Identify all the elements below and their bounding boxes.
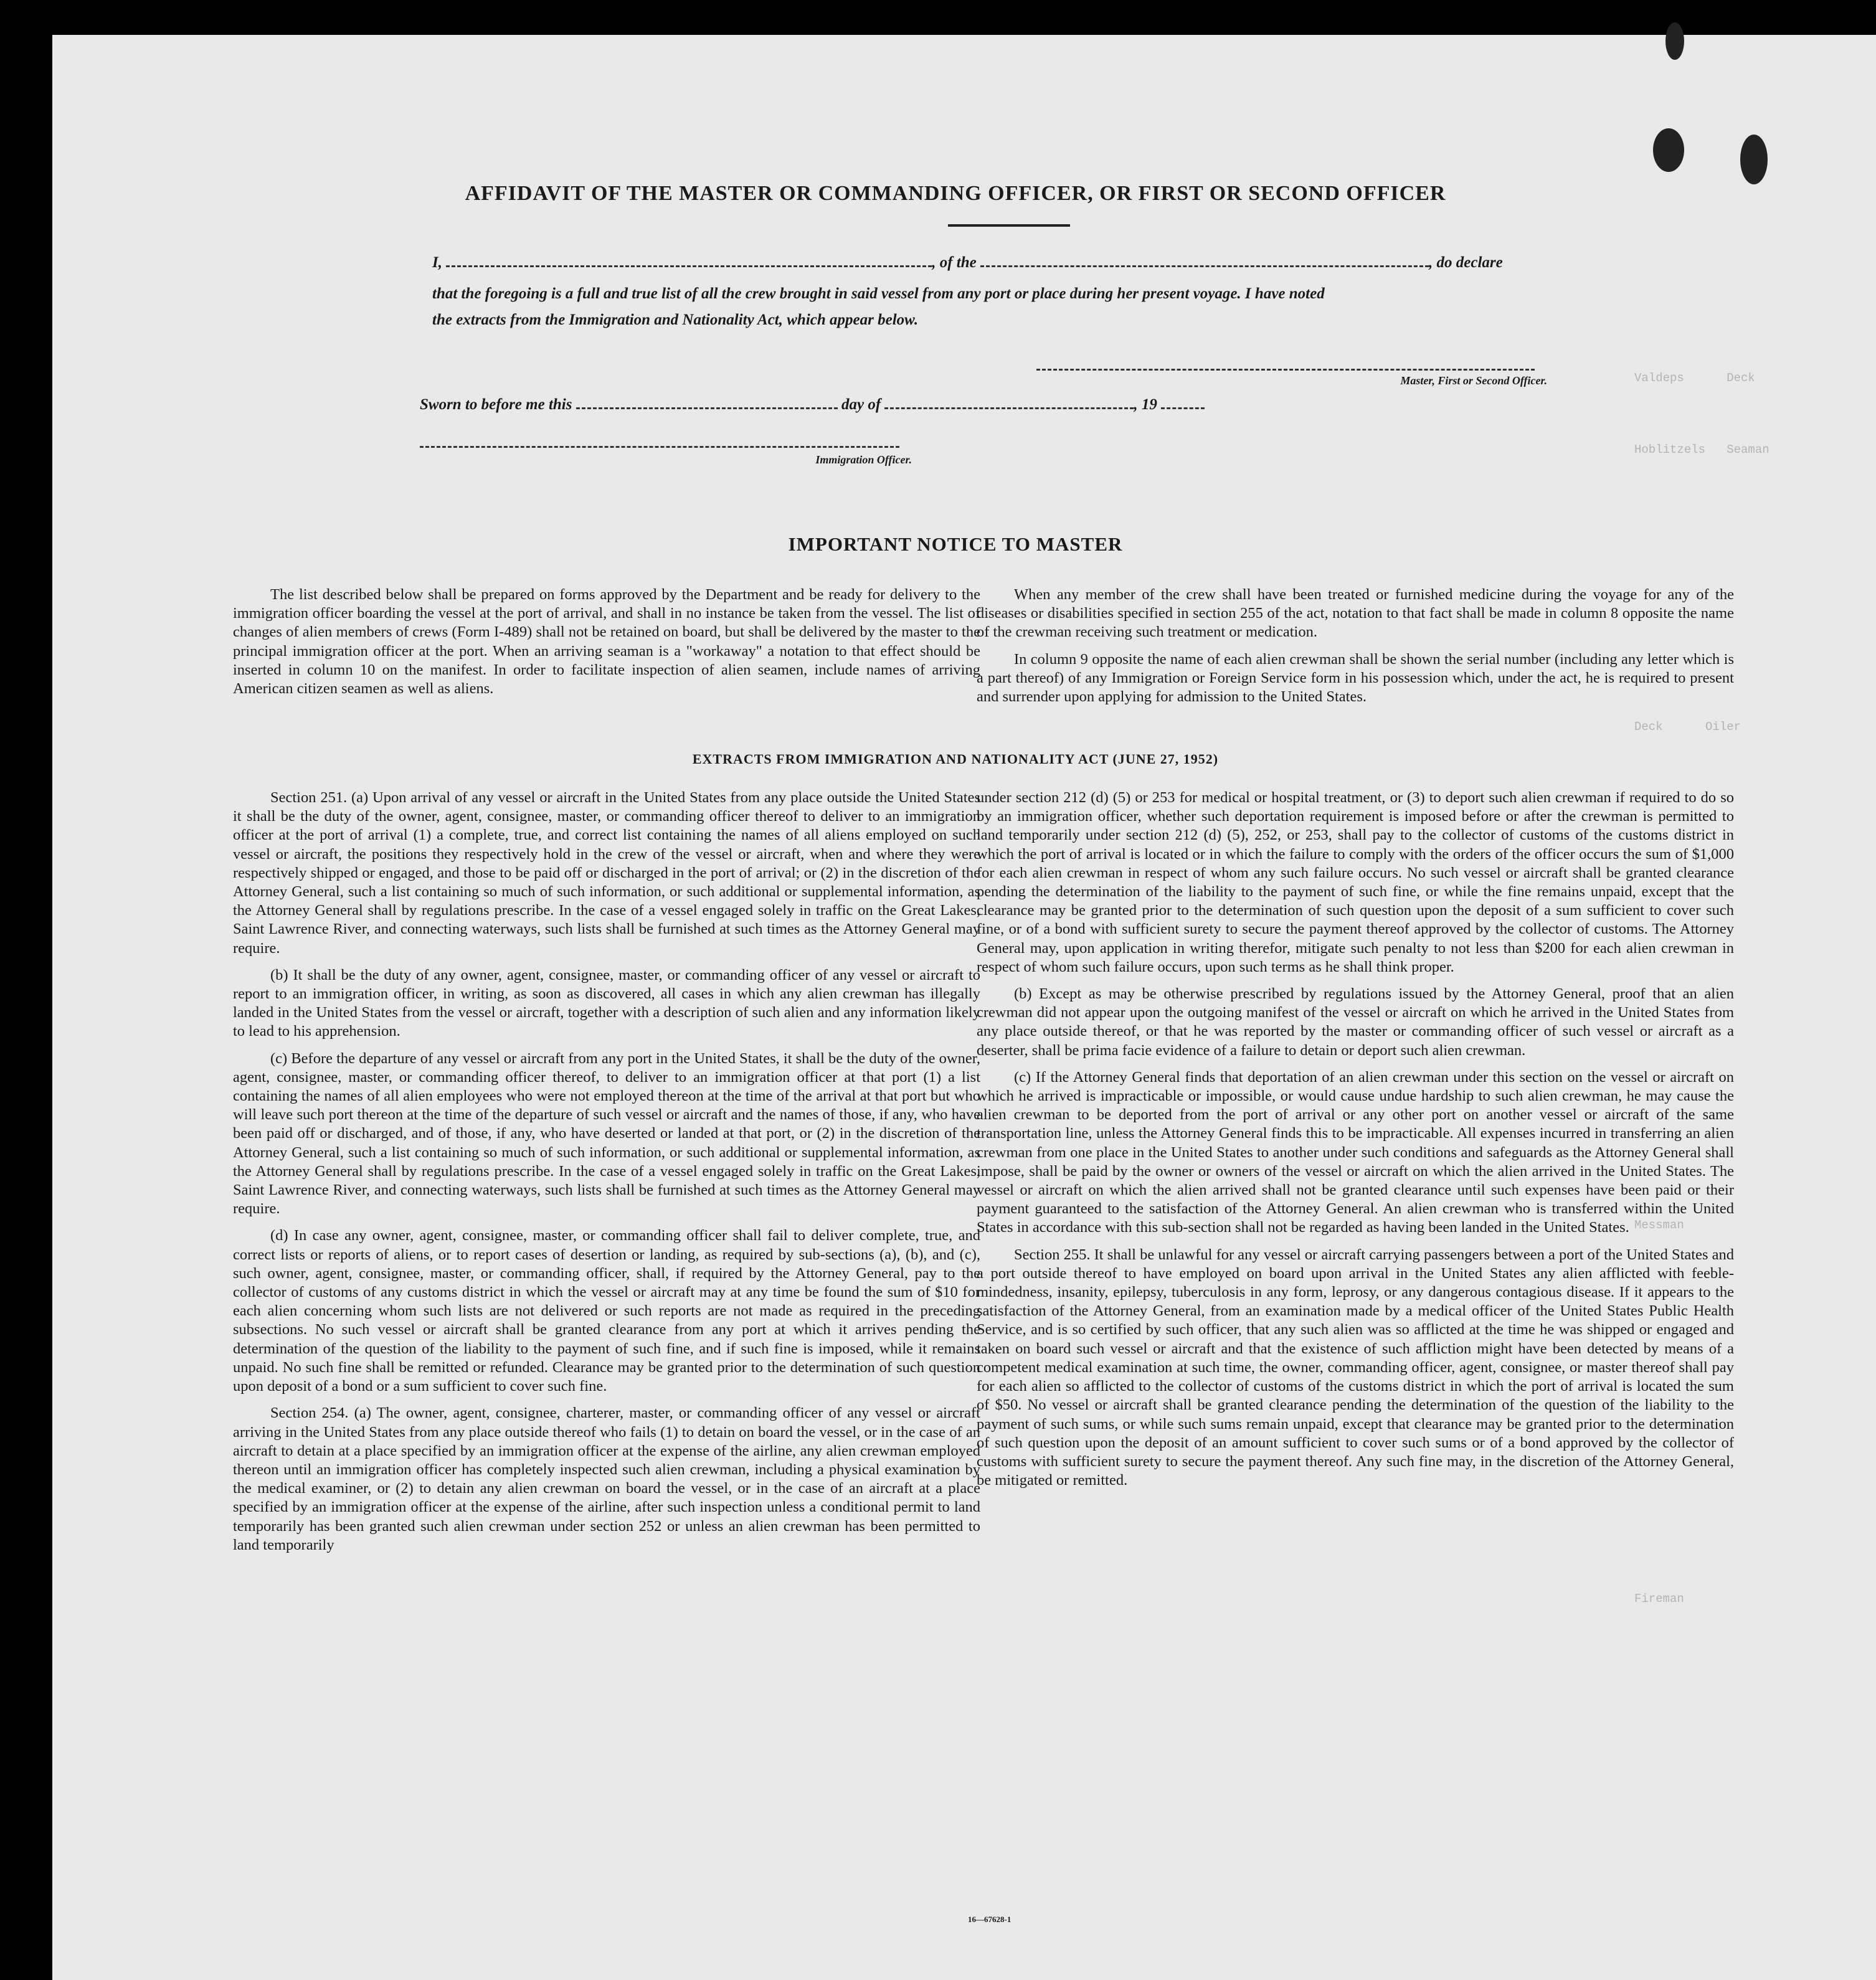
declaration-line-3: the extracts from the Immigration and Nationality Act, which appear below. xyxy=(432,311,919,328)
master-signature-label: Master, First or Second Officer. xyxy=(1400,374,1547,387)
affidavit-title: AFFIDAVIT OF THE MASTER OR COMMANDING OFFICER, OR FIRST OR SECOND OFFICER xyxy=(465,182,1446,205)
sworn-year-field[interactable] xyxy=(1161,395,1205,409)
section-paragraph: Section 254. (a) The owner, agent, consignee, charterer, master, or commanding officer of any vessel or aircraft arriving in the United States from any place outside thereof who fails (1) to detain on board the vessel, or in the case of an aircraft to detain at a place specified by an immigration officer at the expense of the airline, any alien crewman employed thereon until an immigration officer has completely inspected such alien crewman, including a physical examination by the medical examiner, or (2) to detain any alien crewman on board the vessel, or in the case of an aircraft at a place specified by an immigration officer at the expense of the airline, after such inspection unless a conditional permit to land temporarily has been granted such alien crewman under section 252 or unless an alien crewman has been permitted to land temporarily xyxy=(233,1404,980,1553)
sworn-label: Sworn to before me this xyxy=(420,396,572,413)
declare-label: , do declare xyxy=(1429,254,1503,271)
bleed-through: Deck Oiler xyxy=(1634,720,1741,734)
extracts-left-column xyxy=(233,789,980,1563)
sworn-line xyxy=(420,395,1591,414)
year-label: , 19 xyxy=(1134,396,1157,413)
declaration-block xyxy=(432,253,1603,272)
notice-paragraph: When any member of the crew shall have been treated or furnished medicine during the voyage for any of the diseases or disabilities specified in section 255 of the act, notation to that fact shall be made in column 8 opposite the name of the crewman receiving such treatment or medication. xyxy=(977,586,1734,641)
bleed-through: Messman xyxy=(1634,1218,1684,1232)
section-paragraph: (c) Before the departure of any vessel or aircraft from any port in the United States, it shall be the duty of the owner, agent, consignee, master, or commanding officer thereof, to deliver to an immigration officer at that port (1) a list containing the names of all alien employees who were not employed thereon at the time of the arrival at that port but who will leave such port thereon at the time of the departure of such vessel or aircraft and the names of those, if any, who have been paid off or discharged, and of those, if any, who have deserted or landed at that port, or (2) in the discretion of the Attorney General, such a list containing so much of such information, or such additional or supplemental information, as the Attorney General shall by regulations prescribe. In the case of a vessel engaged solely in traffic on the Great Lakes, Saint Lawrence River, and connecting waterways, such lists shall be furnished at such times as the Attorney General may require. xyxy=(233,1049,980,1218)
vessel-label: , of the xyxy=(932,254,977,271)
immigration-officer-signature-field[interactable] xyxy=(420,433,899,448)
notice-heading: IMPORTANT NOTICE TO MASTER xyxy=(788,533,1123,555)
bleed-through: Fireman xyxy=(1634,1592,1684,1606)
notice-left-column xyxy=(233,585,980,706)
document-page xyxy=(52,35,1876,1980)
declarant-label: I, xyxy=(432,254,442,271)
immigration-officer-label: Immigration Officer. xyxy=(815,453,912,466)
extracts-right-column xyxy=(977,789,1734,1498)
notice-paragraph: In column 9 opposite the name of each alien crewman shall be shown the serial number (including any letter which is a part thereof) of any Immigration or Foreign Service form in his possession which, under the act, he is required to present and surrender upon applying for admission to the United States. xyxy=(977,650,1734,706)
extracts-heading: EXTRACTS FROM IMMIGRATION AND NATIONALITY ACT (JUNE 27, 1952) xyxy=(692,751,1219,767)
declaration-line-1 xyxy=(432,253,1603,272)
section-paragraph: (d) In case any owner, agent, consignee, master, or commanding officer shall fail to deliver complete, true, and correct lists or reports of aliens, or to report cases of desertion or landing, as required by sub-sections (a), (b), and (c), such owner, agent, consignee, master, or commanding officer, shall, if required by the Attorney General, pay to the collector of customs of any customs district in which the vessel or aircraft may at any time be found the sum of $10 for each alien concerning whom such lists are not delivered or such reports are not made as required in the preceding subsections. No such vessel or aircraft shall be granted clearance from any port at which it arrives pending the determination of the question of the liability to the payment of such fine, and if such fine is imposed, while it remains unpaid. No such fine shall be remitted or refunded. Clearance may be granted prior to the determination of such question upon deposit of a bond or a sum sufficient to cover such fine. xyxy=(233,1227,980,1395)
scan-speck xyxy=(1653,128,1684,172)
section-paragraph: (b) Except as may be otherwise prescribed by regulations issued by the Attorney General, proof that an alien crewman did not appear upon the outgoing manifest of the vessel or aircraft on which he arrived in the United States from any place outside thereof, or that he was reported by the master or commanding officer of such vessel or aircraft as a deserter, shall be prima facie evidence of a failure to detain or deport such alien crewman. xyxy=(977,985,1734,1059)
sworn-month-field[interactable] xyxy=(884,395,1134,409)
declarant-name-field[interactable] xyxy=(446,253,932,267)
notice-right-column xyxy=(977,585,1734,714)
day-of-label: day of xyxy=(841,396,881,413)
section-paragraph: under section 212 (d) (5) or 253 for medical or hospital treatment, or (3) to deport such alien crewman if required to do so by an immigration officer, whether such deportation requirement is imposed before or after the crewman is permitted to land temporarily under section 212 (d) (5), 252, or 253, shall pay to the collector of customs of the customs district in which the port of arrival is located or in which the failure to comply with the orders of the officer occurs the sum of $1,000 for each alien crewman in respect of whom any such failure occurs. No such vessel or aircraft shall be granted clearance pending the determination of the liability to the payment of such fine, or while the fine remains unpaid, except that the clearance may be granted prior to the determination of such question upon the deposit of a sum sufficient to cover such fine, or of a bond with sufficient surety to secure the payment thereof approved by the collector of customs. The Attorney General may, upon application in writing therefor, mitigate such penalty to not less than $200 for each alien crewman in respect of whom such failure occurs, upon such terms as he shall think proper. xyxy=(977,789,1734,975)
scan-speck xyxy=(1740,135,1768,184)
section-paragraph: Section 255. It shall be unlawful for any vessel or aircraft carrying passengers between a port of the United States and a port outside thereof to have employed on board upon arrival in the United States any alien afflicted with feeble-mindedness, insanity, epilepsy, tuberculosis in any form, leprosy, or any dangerous contagious disease. If it appears to the satisfaction of the Attorney General, from an examination made by a medical officer of the United States Public Health Service, and is so certified by such officer, that any such alien was so afflicted at the time he was shipped or engaged and taken on board such vessel or aircraft and that the existence of such affliction might have been detected by means of a competent medical examination at such time, the owner, commanding officer, agent, consignee, or master thereof shall pay for each alien so afflicted to the collector of customs of the customs district in which the port of arrival is located the sum of $50. No vessel or aircraft shall be granted clearance pending the determination of the question of the liability to the payment of such sums, or while such sums remain unpaid, except that clearance may be granted prior to the determination of such question upon the deposit of an amount sufficient to cover such sums or of a bond approved by the collector of customs with sufficient surety to secure the payment thereof. Any such fine may, in the discretion of the Attorney General, be mitigated or remitted. xyxy=(977,1246,1734,1489)
form-code: 16—67628-1 xyxy=(968,1915,1011,1924)
bleed-through: Hoblitzels Seaman xyxy=(1634,443,1769,457)
master-signature-field[interactable] xyxy=(1036,356,1535,371)
vessel-name-field[interactable] xyxy=(980,253,1429,267)
sworn-date-field[interactable] xyxy=(576,395,838,409)
notice-paragraph: The list described below shall be prepared on forms approved by the Department and be ready for delivery to the immigration officer boarding the vessel at the port of arrival, and shall in no instance be taken from the vessel. The list of changes of alien members of crews (Form I-489) shall not be retained on board, but shall be delivered by the master to the principal immigration officer at the port. When an arriving seaman is a "workaway" a notation to that effect should be inserted in column 10 on the manifest. In order to facilitate inspection of alien seamen, include names of arriving American citizen seamen as well as aliens. xyxy=(233,586,980,698)
section-paragraph: (c) If the Attorney General finds that deportation of an alien crewman under this section on the vessel or aircraft on which he arrived is impracticable or impossible, or would cause undue hardship to such alien crewman, he may cause the alien crewman to be deported from the port of arrival or any other port on another vessel or aircraft of the same transportation line, unless the Attorney General finds this to be impracticable. All expenses incurred in transferring an alien crewman from one place in the United States to another under such conditions and safeguards as the Attorney General shall impose, shall be paid by the owner or owners of the vessel or aircraft on which the alien arrived in the United States. The vessel or aircraft on which the alien arrived shall not be granted clearance until such expenses have been paid or their payment guaranteed to the satisfaction of the Attorney General. An alien crewman who is transferred within the United States in accordance with this sub-section shall not be regarded as having been landed in the United States. xyxy=(977,1068,1734,1236)
declaration-line-2: that the foregoing is a full and true list of all the crew brought in said vessel from any port or place during her present voyage. I have noted xyxy=(432,285,1325,302)
title-rule xyxy=(948,224,1070,227)
scan-speck xyxy=(1665,22,1684,60)
section-paragraph: (b) It shall be the duty of any owner, agent, consignee, master, or commanding officer of any vessel or aircraft to report to an immigration officer, in writing, as soon as discovered, all cases in which any alien crewman has illegally landed in the United States from the vessel or aircraft, together with a description of such alien and any information likely to lead to his apprehension. xyxy=(233,966,980,1040)
bleed-through: Valdeps Deck xyxy=(1634,371,1755,385)
section-paragraph: Section 251. (a) Upon arrival of any vessel or aircraft in the United States from any place outside the United States it shall be the duty of the owner, agent, consignee, master, or commanding officer thereof to deliver to an immigration officer at the port of arrival (1) a complete, true, and correct list containing the names of all aliens employed on such vessel or aircraft, the positions they respectively hold in the crew of the vessel or aircraft, when and where they were respectively shipped or engaged, and those to be paid off or discharged in the port of arrival; or (2) in the discretion of the Attorney General, such a list containing so much of such information, or such additional or supplemental information, as the Attorney General shall by regulations prescribe. In the case of a vessel engaged solely in traffic on the Great Lakes, Saint Lawrence River, and connecting waterways, such lists shall be furnished at such times as the Attorney General may require. xyxy=(233,789,980,957)
